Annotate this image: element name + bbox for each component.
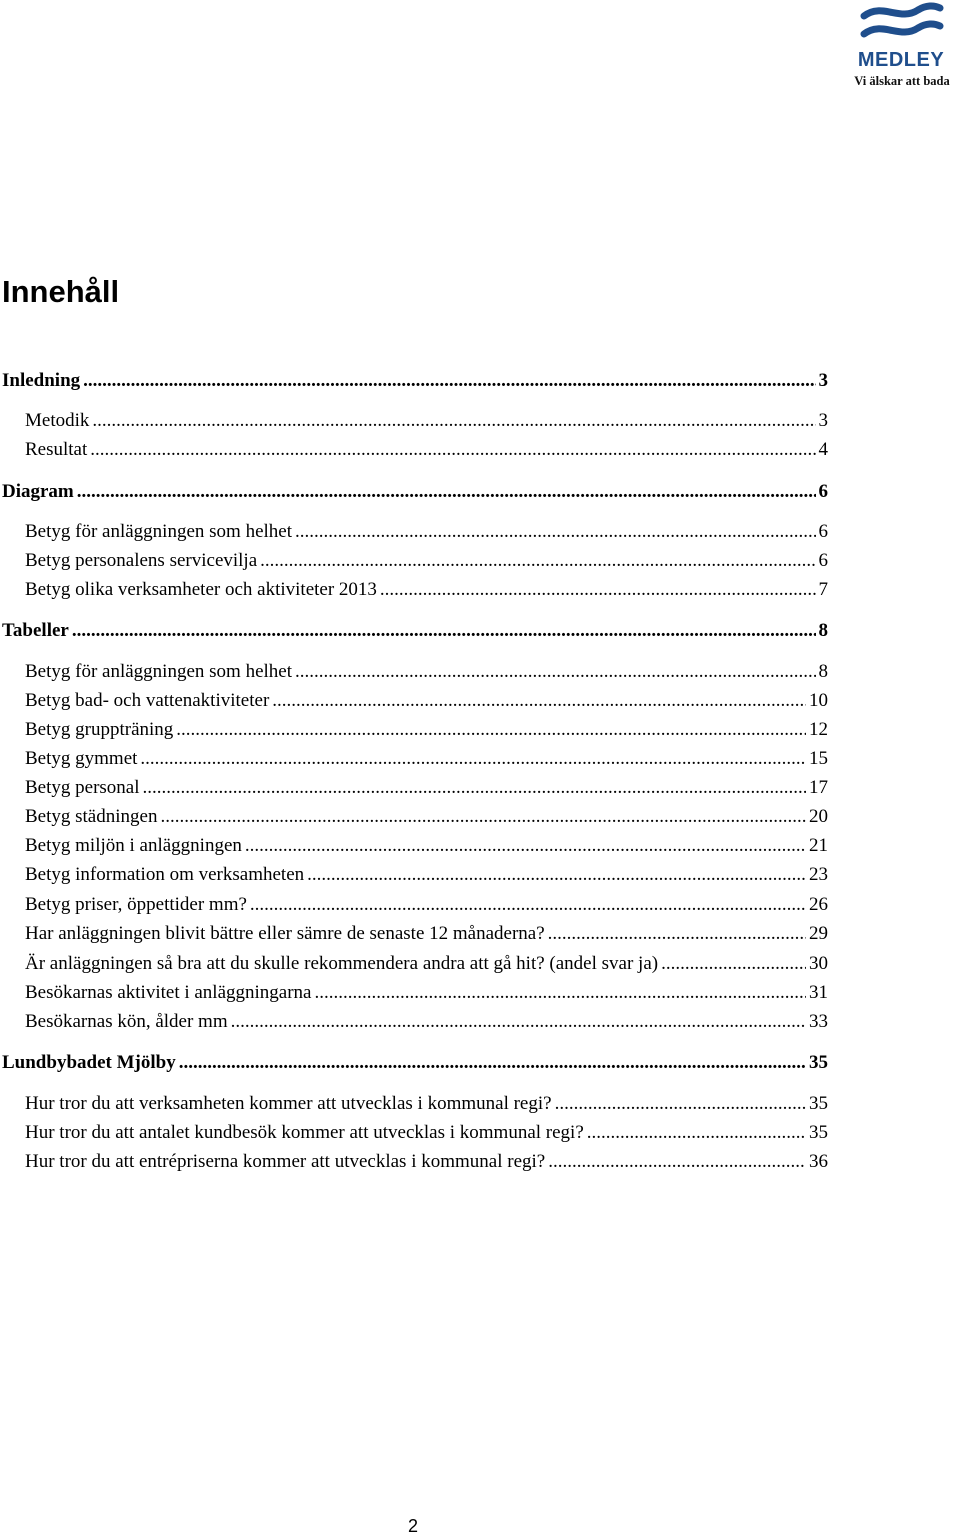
- toc-entry-page: 33: [809, 1011, 828, 1032]
- toc-entry[interactable]: [25, 1009, 828, 1035]
- toc-entry-title: Betyg för anläggningen som helhet: [25, 521, 292, 542]
- toc-dot-leader: [260, 548, 815, 574]
- toc-entry-page: 23: [809, 864, 828, 885]
- toc-entry-page: 15: [809, 748, 828, 769]
- toc-entry-title: Betyg bad- och vattenaktiviteter: [25, 690, 270, 711]
- toc-entry-page: 6: [818, 481, 828, 502]
- toc-entry-title: Betyg gymmet: [25, 748, 138, 769]
- toc-entry[interactable]: [25, 519, 828, 545]
- toc-entry[interactable]: [25, 775, 828, 801]
- toc-entry-page: 36: [809, 1151, 828, 1172]
- logo-tagline: Vi älskar att bada: [854, 74, 950, 88]
- toc-entry-title: Betyg miljön i anläggningen: [25, 835, 242, 856]
- toc-entry-page: 3: [818, 410, 828, 431]
- toc-entry-title: Betyg olika verksamheter och aktiviteter 2013: [25, 579, 377, 600]
- toc-entry[interactable]: [25, 1120, 828, 1146]
- toc-entry-title: Betyg information om verksamheten: [25, 864, 305, 885]
- toc-entry[interactable]: [25, 408, 828, 434]
- toc-entry[interactable]: [25, 577, 828, 603]
- toc-entry-page: 6: [818, 521, 828, 542]
- toc-entry[interactable]: [2, 1050, 828, 1076]
- toc-entry-page: 8: [818, 661, 828, 682]
- toc-dot-leader: [90, 437, 815, 463]
- toc-entry[interactable]: [25, 833, 828, 859]
- toc-entry[interactable]: [25, 688, 828, 714]
- toc-dot-leader: [143, 775, 806, 801]
- toc-entry-page: 17: [809, 777, 828, 798]
- toc-dot-leader: [661, 951, 806, 977]
- toc-entry-title: Tabeller: [2, 620, 69, 641]
- toc-entry[interactable]: [2, 479, 828, 505]
- toc-entry-page: 12: [809, 719, 828, 740]
- toc-dot-leader: [140, 746, 806, 772]
- toc-entry-page: 26: [809, 894, 828, 915]
- toc-dot-leader: [160, 804, 806, 830]
- toc-entry-title: Hur tror du att antalet kundbesök kommer att utvecklas i kommunal regi?: [25, 1122, 584, 1143]
- page-number: 2: [408, 1516, 419, 1536]
- toc-dot-leader: [315, 980, 807, 1006]
- toc-dot-leader: [77, 479, 816, 505]
- toc-entry-title: Betyg gruppträning: [25, 719, 174, 740]
- toc-entry-title: Besökarnas kön, ålder mm: [25, 1011, 228, 1032]
- toc-entry-title: Betyg personal: [25, 777, 140, 798]
- toc-dot-leader: [250, 892, 806, 918]
- toc-entry-page: 30: [809, 953, 828, 974]
- toc-dot-leader: [179, 1050, 806, 1076]
- toc-entry-page: 7: [818, 579, 828, 600]
- toc-entry[interactable]: [25, 437, 828, 463]
- toc-dot-leader: [295, 519, 816, 545]
- toc-entry-page: 20: [809, 806, 828, 827]
- toc-entry-page: 8: [818, 620, 828, 641]
- logo-brand: MEDLEY: [857, 49, 945, 71]
- toc-entry[interactable]: [25, 921, 828, 947]
- toc-dot-leader: [548, 1149, 806, 1175]
- toc-dot-leader: [176, 717, 806, 743]
- toc-heading: Innehåll: [2, 274, 120, 309]
- toc-entry-page: 10: [809, 690, 828, 711]
- toc-dot-leader: [245, 833, 806, 859]
- toc-entry-title: Betyg priser, öppettider mm?: [25, 894, 247, 915]
- toc-dot-leader: [83, 368, 815, 394]
- toc-entry-title: Resultat: [25, 439, 88, 460]
- toc-entry-title: Lundbybadet Mjölby: [2, 1052, 176, 1073]
- toc-entry-title: Hur tror du att verksamheten kommer att utvecklas i kommunal regi?: [25, 1093, 552, 1114]
- toc-entry-page: 31: [809, 982, 828, 1003]
- toc-entry-title: Diagram: [2, 481, 74, 502]
- toc-entry[interactable]: [25, 717, 828, 743]
- toc-entry-title: Har anläggningen blivit bättre eller sämre de senaste 12 månaderna?: [25, 923, 545, 944]
- toc-dot-leader: [295, 659, 816, 685]
- toc-entry-page: 35: [809, 1122, 828, 1143]
- wave-icon: [860, 2, 944, 46]
- toc-entry[interactable]: [25, 804, 828, 830]
- toc-entry-title: Inledning: [2, 370, 81, 391]
- toc-entry[interactable]: [25, 980, 828, 1006]
- toc-dot-leader: [548, 921, 806, 947]
- toc-dot-leader: [72, 618, 816, 644]
- toc-entry-page: 35: [809, 1093, 828, 1114]
- toc-entry-page: 35: [809, 1052, 828, 1073]
- toc-entry[interactable]: [2, 368, 828, 394]
- toc-dot-leader: [307, 862, 806, 888]
- toc-entry-title: Betyg personalens servicevilja: [25, 550, 258, 571]
- toc-entry[interactable]: [25, 892, 828, 918]
- toc-entry-page: 29: [809, 923, 828, 944]
- toc-entry-title: Betyg för anläggningen som helhet: [25, 661, 292, 682]
- toc-entry[interactable]: [25, 862, 828, 888]
- toc-entry-page: 21: [809, 835, 828, 856]
- medley-logo: [842, 2, 960, 90]
- toc-entry-title: Besökarnas aktivitet i anläggningarna: [25, 982, 312, 1003]
- toc-entry-title: Är anläggningen så bra att du skulle rekommendera andra att gå hit? (andel svar ja): [25, 953, 659, 974]
- toc-entry-page: 4: [818, 439, 828, 460]
- toc-dot-leader: [272, 688, 806, 714]
- toc-entry-page: 3: [818, 370, 828, 391]
- toc-entry-title: Hur tror du att entrépriserna kommer att utvecklas i kommunal regi?: [25, 1151, 546, 1172]
- toc-entry-title: Betyg städningen: [25, 806, 158, 827]
- toc-entry[interactable]: [25, 951, 828, 977]
- toc-dot-leader: [92, 408, 815, 434]
- toc-entry[interactable]: [25, 548, 828, 574]
- toc-dot-leader: [380, 577, 816, 603]
- toc-dot-leader: [587, 1120, 806, 1146]
- toc-entry[interactable]: [25, 1149, 828, 1175]
- toc-entry[interactable]: [25, 1091, 828, 1117]
- toc-entry[interactable]: [25, 659, 828, 685]
- toc-entry-page: 6: [818, 550, 828, 571]
- toc-dot-leader: [555, 1091, 806, 1117]
- toc-entry[interactable]: [25, 746, 828, 772]
- toc-entry-title: Metodik: [25, 410, 90, 431]
- toc-dot-leader: [231, 1009, 806, 1035]
- toc-entry[interactable]: [2, 618, 828, 644]
